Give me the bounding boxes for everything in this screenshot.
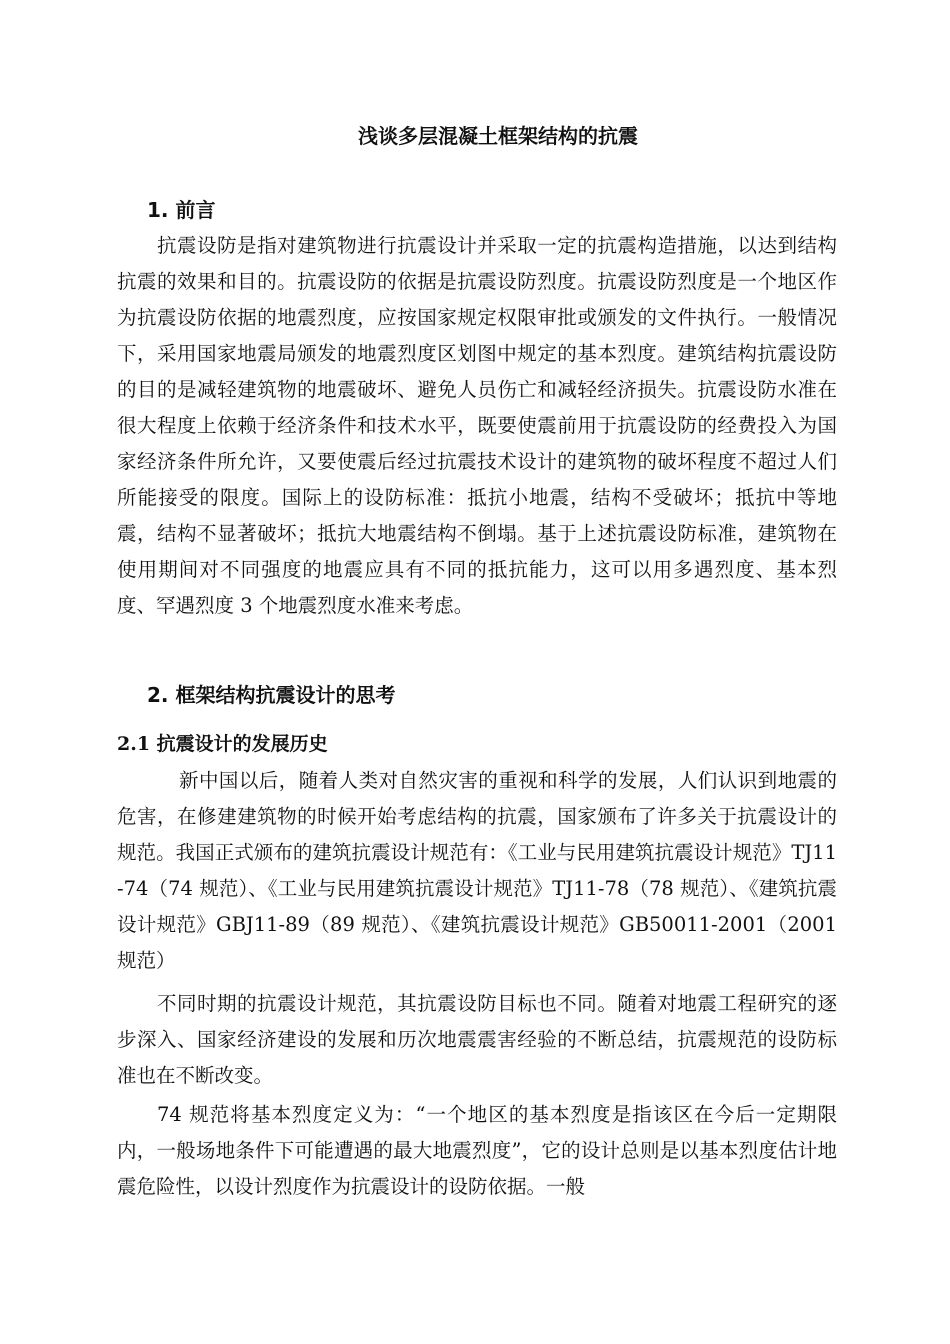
subsection-2-1-paragraph-2: 不同时期的抗震设计规范，其抗震设防目标也不同。随着对地震工程研究的逐步深入、国家经济建设的发展和历次地震震害经验的不断总结，抗震规范的设防标准也在不断改变。 [117,992,837,1087]
document-title: 浅谈多层混凝土框架结构的抗震 [358,124,638,148]
subsection-2-1-paragraph-3: 74 规范将基本烈度定义为：“一个地区的基本烈度是指该区在今后一定期限内，一般场地条件下可能遭遇的最大地震烈度”，它的设计总则是以基本烈度估计地震危险性，以设计烈度作为抗震设计的设防依据。一般 [117,1103,837,1198]
subsection-2-1-paragraph-1: 新中国以后，随着人类对自然灾害的重视和科学的发展，人们认识到地震的危害，在修建建筑物的时候开始考虑结构的抗震，国家颁布了许多关于抗震设计的规范。我国正式颁布的建筑抗震设计规范有：《工业与民用建筑抗震设计规范》TJ11-74（74 规范）、《工业与民用建筑抗震设计规范》TJ11-78（78 规范）、《建筑抗震设计规范》GBJ11-89（89 规范）、《建筑抗震设计规范》GB50011-2001（2001 规范） [117,769,837,972]
section-2-heading: 2. 框架结构抗震设计的思考 [147,683,396,707]
section-1-heading: 1. 前言 [147,198,216,222]
section-1-paragraph: 抗震设防是指对建筑物进行抗震设计并采取一定的抗震构造措施，以达到结构抗震的效果和目的。抗震设防的依据是抗震设防烈度。抗震设防烈度是一个地区作为抗震设防依据的地震烈度，应按国家规定权限审批或颁发的文件执行。一般情况下，采用国家地震局颁发的地震烈度区划图中规定的基本烈度。建筑结构抗震设防的目的是减轻建筑物的地震破坏、避免人员伤亡和减轻经济损失。抗震设防水准在很大程度上依赖于经济条件和技术水平，既要使震前用于抗震设防的经费投入为国家经济条件所允许，又要使震后经过抗震技术设计的建筑物的破坏程度不超过人们所能接受的限度。国际上的设防标准：抵抗小地震，结构不受破坏；抵抗中等地震，结构不显著破坏；抵抗大地震结构不倒塌。基于上述抗震设防标准，建筑物在使用期间对不同强度的地震应具有不同的抵抗能力，这可以用多遇烈度、基本烈度、罕遇烈度 3 个地震烈度水准来考虑。 [117,234,837,617]
subsection-2-1-heading: 2.1 抗震设计的发展历史 [117,733,328,755]
